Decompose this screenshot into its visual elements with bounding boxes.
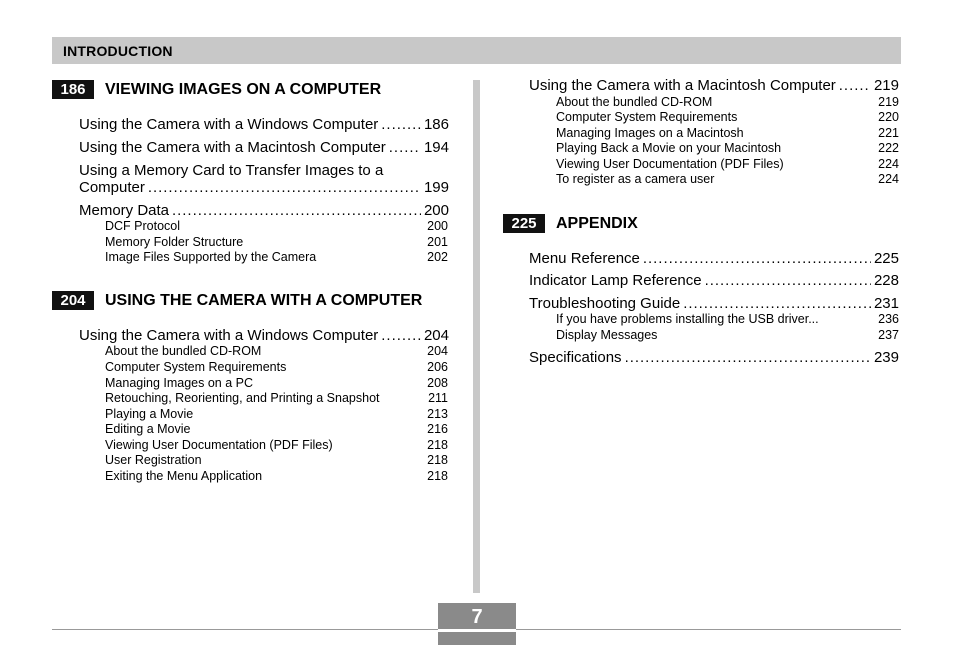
- toc-subentry-label: Playing a Movie: [105, 407, 194, 421]
- toc-subentry-label: Viewing User Documentation (PDF Files): [556, 157, 784, 171]
- toc-subentry-page: 219: [878, 95, 899, 109]
- leader-dots: [389, 139, 421, 156]
- toc-subentry-label: About the bundled CD-ROM: [105, 344, 262, 358]
- toc-subentry-label: User Registration: [105, 453, 202, 467]
- leader-dots: [839, 77, 871, 94]
- toc-entry[interactable]: [529, 77, 899, 94]
- section-header-label: INTRODUCTION: [63, 43, 173, 59]
- toc-subentry-label: Managing Images on a Macintosh: [556, 126, 744, 140]
- toc-entry-label: Using the Camera with a Windows Computer: [79, 116, 379, 133]
- toc-entry[interactable]: [529, 295, 899, 312]
- toc-subentry[interactable]: [105, 376, 448, 391]
- column-divider: [473, 80, 480, 593]
- toc-subentry[interactable]: [556, 312, 899, 327]
- toc-entry[interactable]: [79, 327, 449, 344]
- section-header-band: [52, 37, 901, 64]
- toc-subentry-label: Retouching, Reorienting, and Printing a Snapshot: [105, 391, 380, 405]
- toc-subentry-page: 208: [427, 376, 448, 390]
- toc-entry-label: Using the Camera with a Windows Computer: [79, 327, 379, 344]
- toc-subentry-page: 237: [878, 328, 899, 342]
- toc-subentry-label: Viewing User Documentation (PDF Files): [105, 438, 333, 452]
- toc-entry[interactable]: [529, 250, 899, 267]
- toc-subentry-label: Playing Back a Movie on your Macintosh: [556, 141, 782, 155]
- toc-entry[interactable]: [79, 179, 449, 196]
- toc-subentry[interactable]: [556, 172, 899, 187]
- toc-subentry-page: 221: [878, 126, 899, 140]
- toc-entry-page: 199: [423, 179, 449, 196]
- toc-entry-label: Memory Data: [79, 202, 170, 219]
- page-tab-stripe: [438, 629, 516, 632]
- toc-subentry-page: 220: [878, 110, 899, 124]
- toc-subentry-page: 204: [427, 344, 448, 358]
- toc-subentry-label: If you have problems installing the USB driver...: [556, 312, 819, 326]
- toc-entry-label: Computer: [79, 179, 145, 196]
- leader-dots: [381, 327, 421, 344]
- toc-subentry[interactable]: [556, 328, 899, 343]
- toc-entry-label: Using the Camera with a Macintosh Computer: [529, 77, 836, 94]
- toc-subentry[interactable]: [556, 110, 899, 125]
- toc-entry-label-line1[interactable]: Using a Memory Card to Transfer Images to a: [79, 162, 384, 179]
- toc-entry[interactable]: [529, 349, 899, 366]
- toc-entry[interactable]: [79, 116, 449, 133]
- toc-subentry-label: About the bundled CD-ROM: [556, 95, 713, 109]
- toc-entry-page: 225: [873, 250, 899, 267]
- toc-subentry-label: Display Messages: [556, 328, 658, 342]
- toc-subentry-page: 200: [427, 219, 448, 233]
- toc-subentry-label: DCF Protocol: [105, 219, 181, 233]
- toc-entry-label: Indicator Lamp Reference: [529, 272, 702, 289]
- toc-subentry[interactable]: [105, 250, 448, 265]
- toc-subentry[interactable]: [105, 453, 448, 468]
- leader-dots: [172, 202, 421, 219]
- toc-subentry[interactable]: [105, 422, 448, 437]
- section-number-badge: 186: [52, 80, 94, 99]
- toc-subentry[interactable]: [556, 95, 899, 110]
- toc-entry-label: Specifications: [529, 349, 622, 366]
- leader-dots: [683, 295, 871, 312]
- toc-subentry-page: 236: [878, 312, 899, 326]
- toc-subentry-page: 218: [427, 438, 448, 452]
- toc-subentry-page: 213: [427, 407, 448, 421]
- leader-dots: [625, 349, 871, 366]
- toc-entry-page: 239: [873, 349, 899, 366]
- toc-subentry-page: 218: [427, 453, 448, 467]
- toc-entry-label: Using the Camera with a Macintosh Computer: [79, 139, 386, 156]
- section-title: VIEWING IMAGES ON A COMPUTER: [105, 81, 382, 98]
- section-heading-appendix: [503, 214, 901, 234]
- page-number: 7: [471, 606, 483, 628]
- toc-subentry[interactable]: [556, 141, 899, 156]
- toc-subentry-page: 218: [427, 469, 448, 483]
- toc-subentry-label: To register as a camera user: [556, 172, 715, 186]
- page-number-tab: [438, 603, 516, 645]
- leader-dots: [705, 272, 871, 289]
- leader-dots: [148, 179, 421, 196]
- toc-subentry[interactable]: [556, 126, 899, 141]
- leader-dots: [643, 250, 871, 267]
- toc-subentry-page: 201: [427, 235, 448, 249]
- toc-subentry-page: 222: [878, 141, 899, 155]
- leader-dots: [381, 116, 421, 133]
- toc-entry-page: 186: [423, 116, 449, 133]
- toc-entry-page: 231: [873, 295, 899, 312]
- toc-entry-page: 204: [423, 327, 449, 344]
- section-number-badge: 204: [52, 291, 94, 310]
- toc-subentry[interactable]: [105, 344, 448, 359]
- toc-subentry[interactable]: [105, 407, 448, 422]
- toc-subentry[interactable]: [105, 391, 448, 406]
- toc-subentry-page: 224: [878, 172, 899, 186]
- toc-subentry-label: Managing Images on a PC: [105, 376, 254, 390]
- toc-entry-page: 194: [423, 139, 449, 156]
- section-number-badge: 225: [503, 214, 545, 233]
- toc-subentry[interactable]: [105, 469, 448, 484]
- toc-subentry[interactable]: [556, 157, 899, 172]
- toc-subentry-label: Editing a Movie: [105, 422, 191, 436]
- toc-subentry-page: 206: [427, 360, 448, 374]
- toc-subentry[interactable]: [105, 219, 448, 234]
- toc-subentry[interactable]: [105, 235, 448, 250]
- toc-entry-label: Menu Reference: [529, 250, 640, 267]
- section-heading-using-camera: [52, 291, 462, 311]
- toc-subentry-page: 211: [428, 391, 448, 405]
- section-title: USING THE CAMERA WITH A COMPUTER: [105, 292, 423, 309]
- section-heading-viewing-images: [52, 80, 462, 100]
- toc-subentry-label: Image Files Supported by the Camera: [105, 250, 317, 264]
- toc-subentry-label: Memory Folder Structure: [105, 235, 244, 249]
- toc-subentry-page: 202: [427, 250, 448, 264]
- toc-subentry-label: Computer System Requirements: [556, 110, 738, 124]
- toc-subentry[interactable]: [105, 438, 448, 453]
- toc-entry[interactable]: [79, 139, 449, 156]
- toc-entry-page: 228: [873, 272, 899, 289]
- toc-entry-page: 219: [873, 77, 899, 94]
- toc-subentry-page: 224: [878, 157, 899, 171]
- toc-subentry[interactable]: [105, 360, 448, 375]
- toc-entry[interactable]: [79, 202, 449, 219]
- toc-entry-page: 200: [423, 202, 449, 219]
- toc-subentry-label: Exiting the Menu Application: [105, 469, 263, 483]
- section-title: APPENDIX: [556, 215, 638, 232]
- toc-subentry-label: Computer System Requirements: [105, 360, 287, 374]
- toc-subentry-page: 216: [427, 422, 448, 436]
- toc-entry-label: Troubleshooting Guide: [529, 295, 681, 312]
- toc-entry[interactable]: [529, 272, 899, 289]
